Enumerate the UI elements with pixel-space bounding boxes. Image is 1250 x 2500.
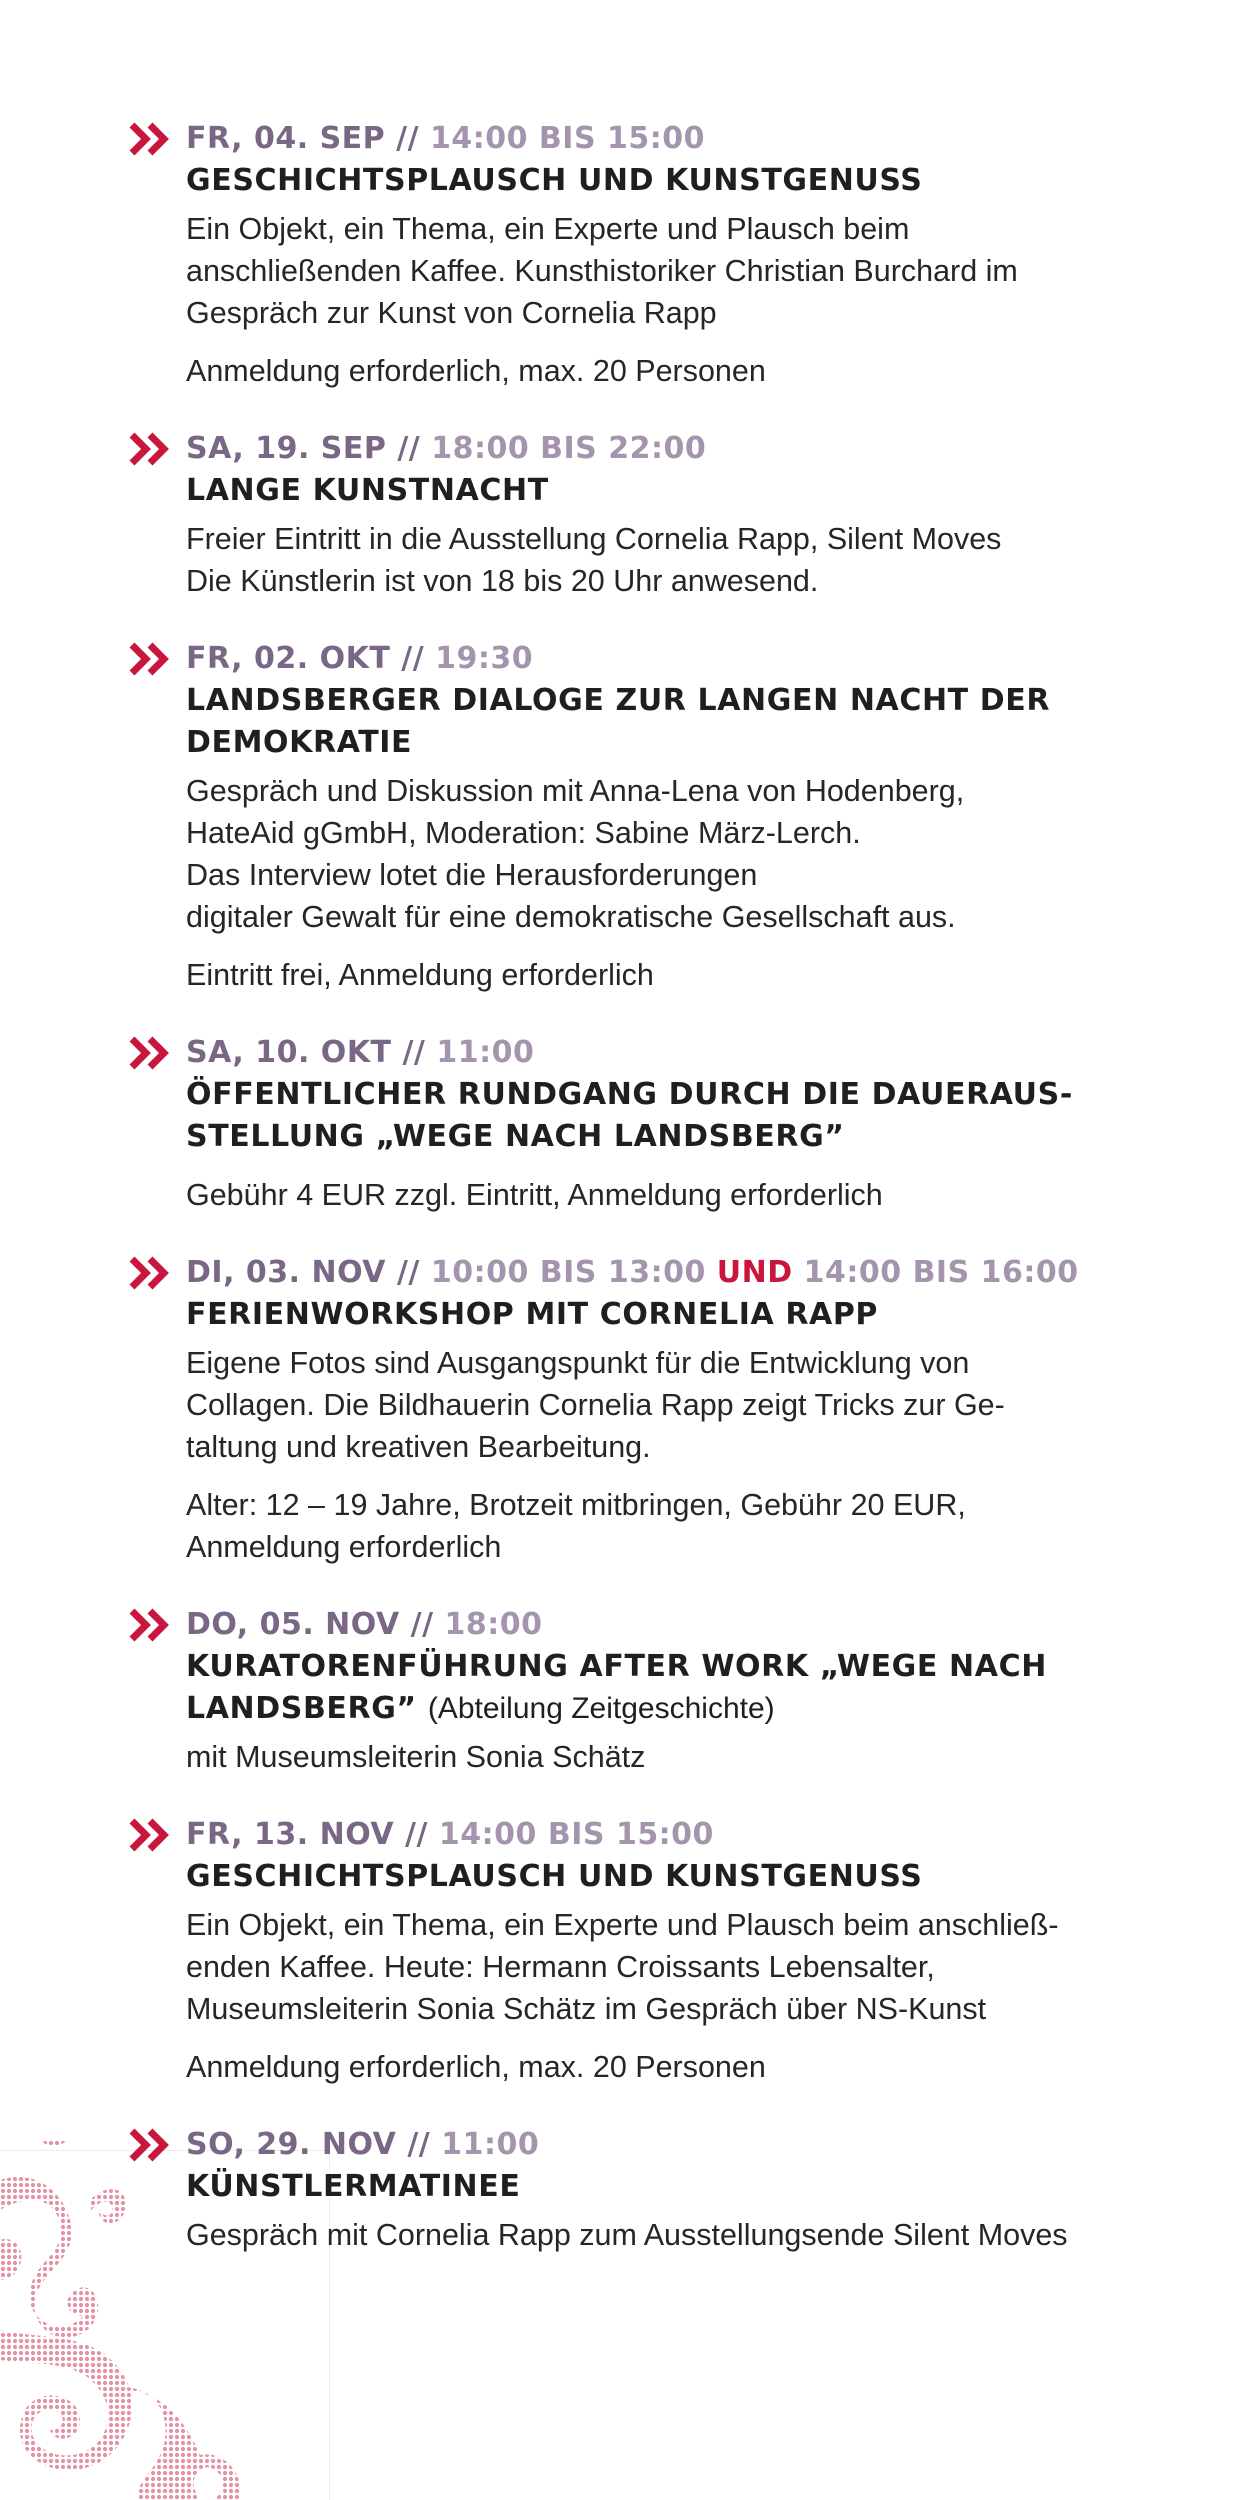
- event-item: [128, 1604, 1228, 1778]
- event-time-connector: UND: [716, 1255, 793, 1290]
- event-item: [128, 118, 1228, 392]
- event-title: ÖFFENTLICHER RUNDGANG DURCH DIE DAUERAUS- STELLUNG „WEGE NACH LANDSBERG”: [186, 1077, 1073, 1154]
- event-time: 19:30: [435, 641, 534, 676]
- event-note: Alter: 12 – 19 Jahre, Brotzeit mitbringen, Gebühr 20 EUR, Anmeldung erforderlich: [186, 1488, 966, 1564]
- event-description: Ein Objekt, ein Thema, ein Experte und Plausch beim anschließenden Kaffee. Kunsthistoriker Christian Burchard im Gespräch zur Kunst von Cornelia Rapp: [186, 212, 1018, 330]
- event-item: [128, 638, 1228, 996]
- event-description: mit Museumsleiterin Sonia Schätz: [186, 1740, 646, 1774]
- event-date: FR, 02. OKT // 19:30: [186, 641, 534, 676]
- event-time: 18:00: [444, 1607, 543, 1642]
- event-title: FERIENWORKSHOP MIT CORNELIA RAPP: [186, 1297, 879, 1332]
- event-date: FR, 13. NOV // 14:00 BIS 15:00: [186, 1817, 714, 1852]
- double-chevron-right-icon: [128, 1035, 172, 1071]
- double-chevron-right-icon: [128, 1817, 172, 1853]
- event-date: DO, 05. NOV // 18:00: [186, 1607, 543, 1642]
- double-chevron-right-icon: [128, 1255, 172, 1291]
- event-title: KÜNSTLERMATINEE: [186, 2169, 521, 2204]
- event-description: Gespräch und Diskussion mit Anna-Lena von Hodenberg, HateAid gGmbH, Moderation: Sabine März-Lerch. Das Interview lotet die Herausforderungen digitaler Gewalt für eine demokratische Gesellschaft aus.: [186, 774, 965, 934]
- event-item: [128, 1032, 1228, 1216]
- double-chevron-right-icon: [128, 431, 172, 467]
- event-title-subtitle: (Abteilung Zeitgeschichte): [427, 1692, 775, 1725]
- event-title: KURATORENFÜHRUNG AFTER WORK „WEGE NACH LANDSBERG” (Abteilung Zeitgeschichte): [186, 1649, 1047, 1726]
- event-description: Ein Objekt, ein Thema, ein Experte und Plausch beim anschließ- enden Kaffee. Heute: Hermann Croissants Lebensalter, Museumsleiterin Sonia Schätz im Gespräch über NS-Kunst: [186, 1908, 1059, 2026]
- event-time: 11:00: [436, 1035, 535, 1070]
- event-note: Anmeldung erforderlich, max. 20 Personen: [186, 2050, 766, 2084]
- event-item: [128, 1814, 1228, 2088]
- event-title: LANDSBERGER DIALOGE ZUR LANGEN NACHT DER DEMOKRATIE: [186, 683, 1051, 760]
- event-time: 10:00 BIS 13:00: [430, 1255, 706, 1290]
- event-title: LANGE KUNSTNACHT: [186, 473, 549, 508]
- event-date: DI, 03. NOV // 10:00 BIS 13:00 UND 14:00 BIS 16:00: [186, 1255, 1079, 1290]
- event-title: GESCHICHTSPLAUSCH UND KUNSTGENUSS: [186, 1859, 923, 1894]
- event-note: Gebühr 4 EUR zzgl. Eintritt, Anmeldung erforderlich: [186, 1178, 883, 1212]
- double-chevron-right-icon: [128, 2127, 172, 2163]
- event-time-second: 14:00 BIS 16:00: [803, 1255, 1079, 1290]
- double-chevron-right-icon: [128, 1607, 172, 1643]
- event-note: Eintritt frei, Anmeldung erforderlich: [186, 958, 654, 992]
- event-time: 14:00 BIS 15:00: [429, 121, 705, 156]
- event-date: SA, 10. OKT // 11:00: [186, 1035, 535, 1070]
- event-time: 14:00 BIS 15:00: [438, 1817, 714, 1852]
- double-chevron-right-icon: [128, 641, 172, 677]
- event-time: 18:00 BIS 22:00: [431, 431, 707, 466]
- event-description: Eigene Fotos sind Ausgangspunkt für die Entwicklung von Collagen. Die Bildhauerin Cornelia Rapp zeigt Tricks zur Ge- taltung und kreativen Bearbeitung.: [186, 1346, 1005, 1464]
- event-list: [128, 118, 1228, 2256]
- event-item: [128, 1252, 1228, 1568]
- double-chevron-right-icon: [128, 121, 172, 157]
- event-description: Freier Eintritt in die Ausstellung Cornelia Rapp, Silent Moves Die Künstlerin ist von 18 bis 20 Uhr anwesend.: [186, 522, 1002, 598]
- event-description: Gespräch mit Cornelia Rapp zum Ausstellungsende Silent Moves: [186, 2218, 1068, 2252]
- event-date: FR, 04. SEP // 14:00 BIS 15:00: [186, 121, 705, 156]
- event-note: Anmeldung erforderlich, max. 20 Personen: [186, 354, 766, 388]
- event-time: 11:00: [441, 2127, 540, 2162]
- event-date: SO, 29. NOV // 11:00: [186, 2127, 540, 2162]
- event-date: SA, 19. SEP // 18:00 BIS 22:00: [186, 431, 707, 466]
- event-title: GESCHICHTSPLAUSCH UND KUNSTGENUSS: [186, 163, 923, 198]
- event-item: [128, 2124, 1228, 2256]
- event-item: [128, 428, 1228, 602]
